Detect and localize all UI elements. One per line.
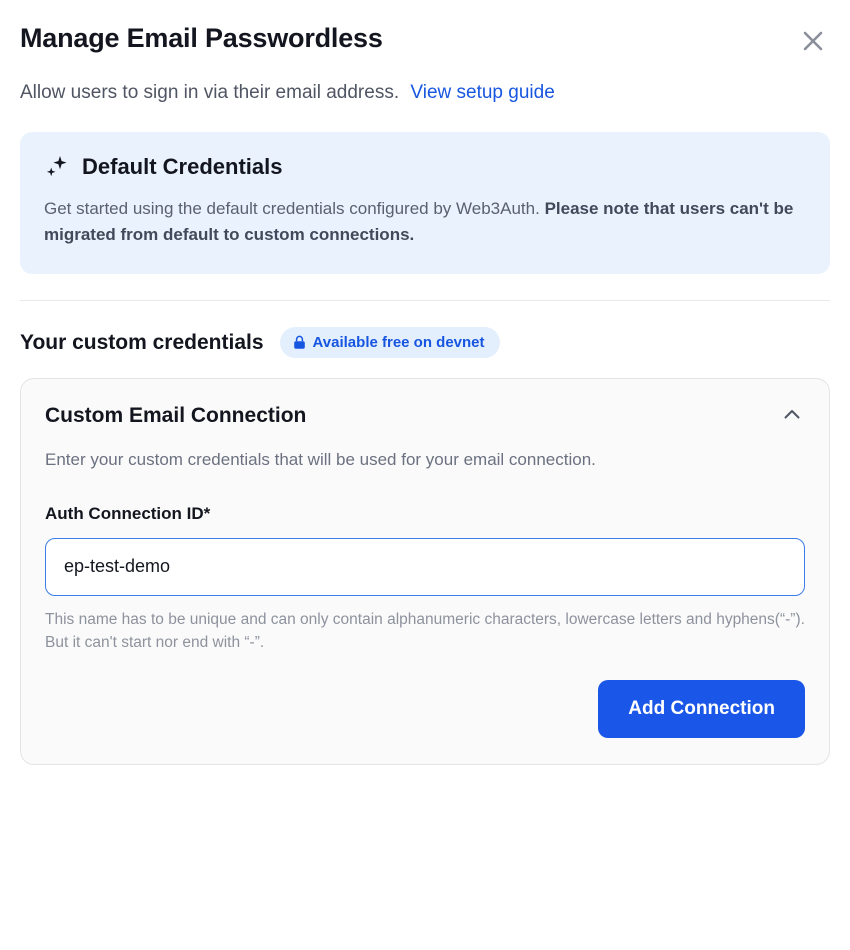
default-credentials-body <box>44 196 806 249</box>
modal-header <box>20 0 830 58</box>
required-marker: * <box>203 503 211 523</box>
status-badge-label: Available free on devnet <box>312 334 485 352</box>
close-icon <box>800 28 826 54</box>
modal-subtitle <box>20 80 830 106</box>
add-connection-button[interactable]: Add Connection <box>598 680 805 738</box>
status-badge <box>280 327 500 358</box>
custom-email-connection-panel <box>20 378 830 765</box>
custom-credentials-header <box>20 327 830 358</box>
default-credentials-callout <box>20 132 830 275</box>
page-title: Manage Email Passwordless <box>20 23 383 53</box>
auth-connection-id-hint: This name has to be unique and can only contain alphanumeric characters, lowercase letters and hyphens(“-”). But it can't start nor end with “-”. <box>45 610 805 651</box>
panel-title: Custom Email Connection <box>45 404 307 428</box>
lock-icon <box>293 335 306 350</box>
sparkle-icon <box>44 154 70 180</box>
auth-connection-id-input[interactable] <box>45 538 805 596</box>
auth-connection-id-label <box>45 504 805 524</box>
chevron-up-icon <box>781 404 803 429</box>
auth-connection-id-label-text: Auth Connection ID <box>45 503 204 523</box>
modal-subtitle-text: Allow users to sign in via their email address. <box>20 82 400 103</box>
default-credentials-body-text: Get started using the default credentials configured by Web3Auth. <box>44 198 540 218</box>
default-credentials-title: Default Credentials <box>82 153 283 179</box>
close-button[interactable] <box>796 24 830 58</box>
panel-actions <box>45 680 805 738</box>
section-divider <box>20 300 830 301</box>
view-setup-guide-link[interactable]: View setup guide <box>410 82 555 103</box>
default-credentials-body-note: Please note that users can't be migrated from default to custom connections. <box>44 198 794 244</box>
panel-header[interactable] <box>45 403 805 429</box>
custom-credentials-title: Your custom credentials <box>20 330 264 354</box>
collapse-toggle-button[interactable] <box>779 403 805 429</box>
panel-description: Enter your custom credentials that will be used for your email connection. <box>45 450 596 470</box>
default-credentials-header <box>44 154 806 180</box>
